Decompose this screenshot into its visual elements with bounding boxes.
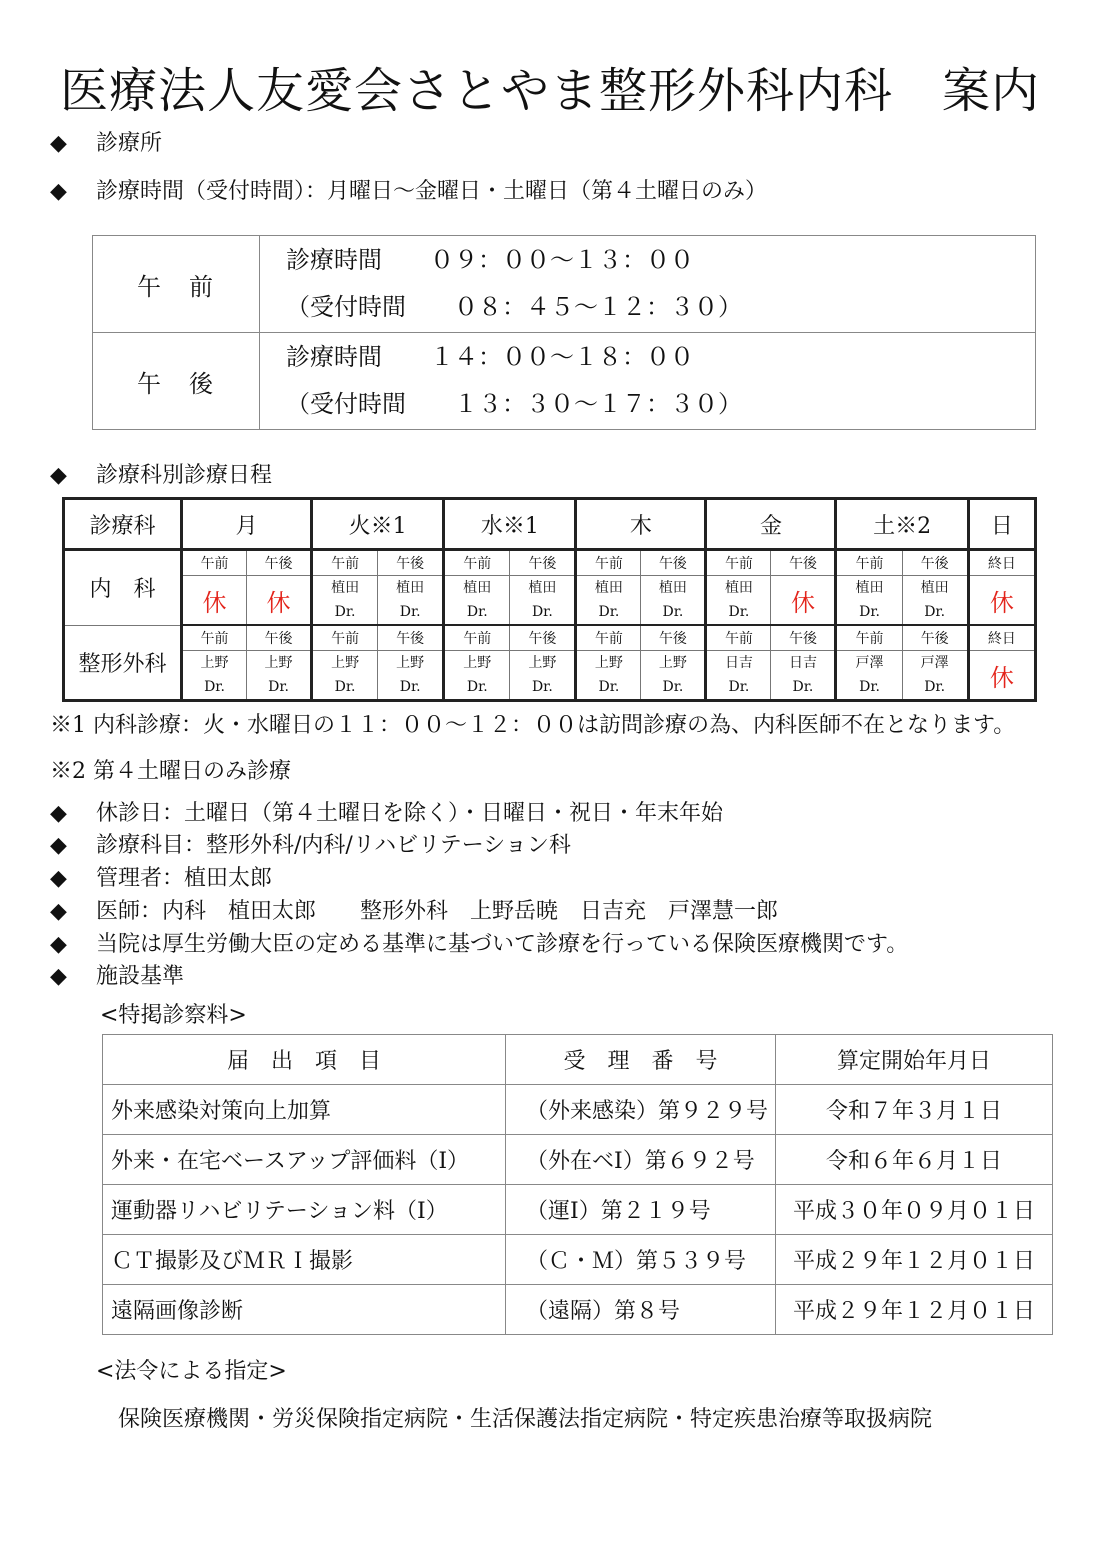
diamond-icon: ◆ [50,899,67,924]
bullet-facility [50,959,184,990]
hours-row-pm [93,333,1036,430]
facility-header-number: 受 理 番 号 [506,1035,776,1085]
doctor-cell: 戸澤 Dr. [836,651,902,701]
facility-table [102,1034,1053,1335]
schedule-header-row [64,499,1036,550]
slot-label: 午前 [706,550,771,576]
day-wed: 水※1 [444,499,576,550]
slot-label: 午後 [641,625,706,651]
bullet-text: 施設基準 [96,964,185,989]
ortho-doc-row [64,651,1036,701]
facility-row: 運動器リハビリテーション料（Ⅰ） （運Ⅰ）第２１９号 平成３０年０９月０１日 [103,1185,1053,1235]
slot-label: 午後 [510,625,576,651]
doctor-cell: 日吉 Dr. [771,651,836,701]
bullet-insurance [50,927,908,958]
doctor-cell: 上野 Dr. [378,651,444,701]
schedule-corner: 診療科 [64,499,182,550]
facility-header-item: 届 出 項 目 [103,1035,506,1085]
doctor-cell: 植田 Dr. [444,576,510,626]
doctor-cell: 植田 Dr. [312,576,378,626]
doctor-cell: 上野 Dr. [312,651,378,701]
diamond-icon: ◆ [50,463,67,488]
internal-label: 内 科 [64,550,182,626]
slot-label: 午後 [771,625,836,651]
doctor-cell: 上野 Dr. [510,651,576,701]
doctor-cell: 植田 Dr. [836,576,902,626]
bullet-text: 当院は厚生労働大臣の定める基準に基づいて診療を行っている保険医療機関です。 [96,932,909,957]
ortho-label: 整形外科 [64,625,182,701]
hours-table [92,235,1036,430]
diamond-icon: ◆ [50,179,67,204]
doctor-cell: 休 [247,576,312,626]
slot-label: 午後 [378,625,444,651]
facility-header-row [103,1035,1053,1085]
doctor-cell: 植田 Dr. [576,576,641,626]
doctor-cell: 植田 Dr. [706,576,771,626]
slot-label: 午前 [706,625,771,651]
doctor-cell: 植田 Dr. [378,576,444,626]
facility-row: ＣＴ撮影及びＭＲＩ撮影 （Ｃ・Ｍ）第５３９号 平成２９年１２月０１日 [103,1235,1053,1285]
day-sun: 日 [968,499,1035,550]
slot-label: 午前 [182,550,247,576]
diamond-icon: ◆ [50,801,67,826]
bullet-text: 診療時間（受付時間）：月曜日～金曜日・土曜日（第４土曜日のみ） [96,179,768,204]
diamond-icon: ◆ [50,932,67,957]
doctor-cell: 上野 Dr. [641,651,706,701]
doctor-cell: 上野 Dr. [444,651,510,701]
bullet-text: 休診日：土曜日（第４土曜日を除く）・日曜日・祝日・年末年始 [96,801,724,826]
facility-row: 外来感染対策向上加算 （外来感染）第９２９号 令和７年３月１日 [103,1085,1053,1135]
bullet-text: 管理者：植田太郎 [96,866,273,891]
bullet-text: 診療科目：整形外科/内科/リハビリテーション科 [96,833,571,858]
slot-label: 午前 [444,625,510,651]
diamond-icon: ◆ [50,866,67,891]
doctor-cell: 上野 Dr. [247,651,312,701]
page-title: 医療法人友愛会さとやま整形外科内科 案内 [59,63,1040,119]
day-mon: 月 [182,499,312,550]
hours-label-am: 午 前 [93,236,260,333]
bullet-text: 診療所 [96,131,163,156]
facility-row: 遠隔画像診断 （遠隔）第８号 平成２９年１２月０１日 [103,1285,1053,1335]
day-sat: 土※2 [836,499,968,550]
bullet-holidays [50,796,723,827]
slot-label: 午後 [902,625,968,651]
doctor-cell: 上野 Dr. [576,651,641,701]
day-fri: 金 [706,499,836,550]
internal-slot-row [64,550,1036,576]
slot-label: 午後 [510,550,576,576]
note-2: ※2 第４土曜日のみ診療 [50,759,291,784]
doctor-cell: 戸澤 Dr. [902,651,968,701]
day-thu: 木 [576,499,706,550]
doctor-cell: 休 [771,576,836,626]
doctor-cell: 日吉 Dr. [706,651,771,701]
slot-label: 終日 [968,550,1035,576]
doctor-cell: 植田 Dr. [641,576,706,626]
diamond-icon: ◆ [50,131,67,156]
slot-label: 午後 [247,625,312,651]
slot-label: 午後 [771,550,836,576]
hours-text-pm: 診療時間 １４：００～１８：００ （受付時間 １３：３０～１７：３０） [260,333,1036,430]
doctor-cell: 休 [968,576,1035,626]
hours-row-am [93,236,1036,333]
hours-text-am: 診療時間 ０９：００～１３：００ （受付時間 ０８：４５～１２：３０） [260,236,1036,333]
facility-header-date: 算定開始年月日 [776,1035,1053,1085]
bullet-schedule [50,458,272,489]
bullet-text: 医師：内科 植田太郎 整形外科 上野岳暁 日吉充 戸澤慧一郎 [96,899,779,924]
bullet-text: 診療科別診療日程 [96,463,273,488]
doctor-cell: 上野 Dr. [182,651,247,701]
slot-label: 午前 [836,550,902,576]
bullet-departments [50,828,571,859]
bullet-clinic [50,126,162,157]
slot-label: 終日 [968,625,1035,651]
bullet-doctors [50,894,778,925]
slot-label: 午後 [247,550,312,576]
slot-label: 午前 [312,625,378,651]
slot-label: 午前 [576,625,641,651]
slot-label: 午前 [836,625,902,651]
internal-doc-row [64,576,1036,626]
bullet-manager [50,861,272,892]
schedule-table [62,497,1037,702]
facility-subheading: <特掲診察料> [100,1003,247,1028]
facility-row: 外来・在宅ベースアップ評価料（Ⅰ） （外在ベⅠ）第６９２号 令和６年６月１日 [103,1135,1053,1185]
slot-label: 午前 [444,550,510,576]
slot-label: 午前 [576,550,641,576]
doctor-cell: 休 [968,651,1035,701]
ortho-slot-row [64,625,1036,651]
slot-label: 午前 [182,625,247,651]
bullet-hours [50,174,767,205]
note-1: ※1 内科診療：火・水曜日の１１：００～１２：００は訪問診療の為、内科医師不在となります。 [50,713,1016,738]
doctor-cell: 休 [182,576,247,626]
diamond-icon: ◆ [50,964,67,989]
law-heading: <法令による指定> [96,1359,287,1384]
doctor-cell: 植田 Dr. [510,576,576,626]
hours-label-pm: 午 後 [93,333,260,430]
slot-label: 午後 [378,550,444,576]
slot-label: 午後 [902,550,968,576]
day-tue: 火※1 [312,499,444,550]
slot-label: 午後 [641,550,706,576]
law-text: 保険医療機関・労災保険指定病院・生活保護法指定病院・特定疾患治療等取扱病院 [118,1407,933,1432]
diamond-icon: ◆ [50,833,67,858]
slot-label: 午前 [312,550,378,576]
doctor-cell: 植田 Dr. [902,576,968,626]
